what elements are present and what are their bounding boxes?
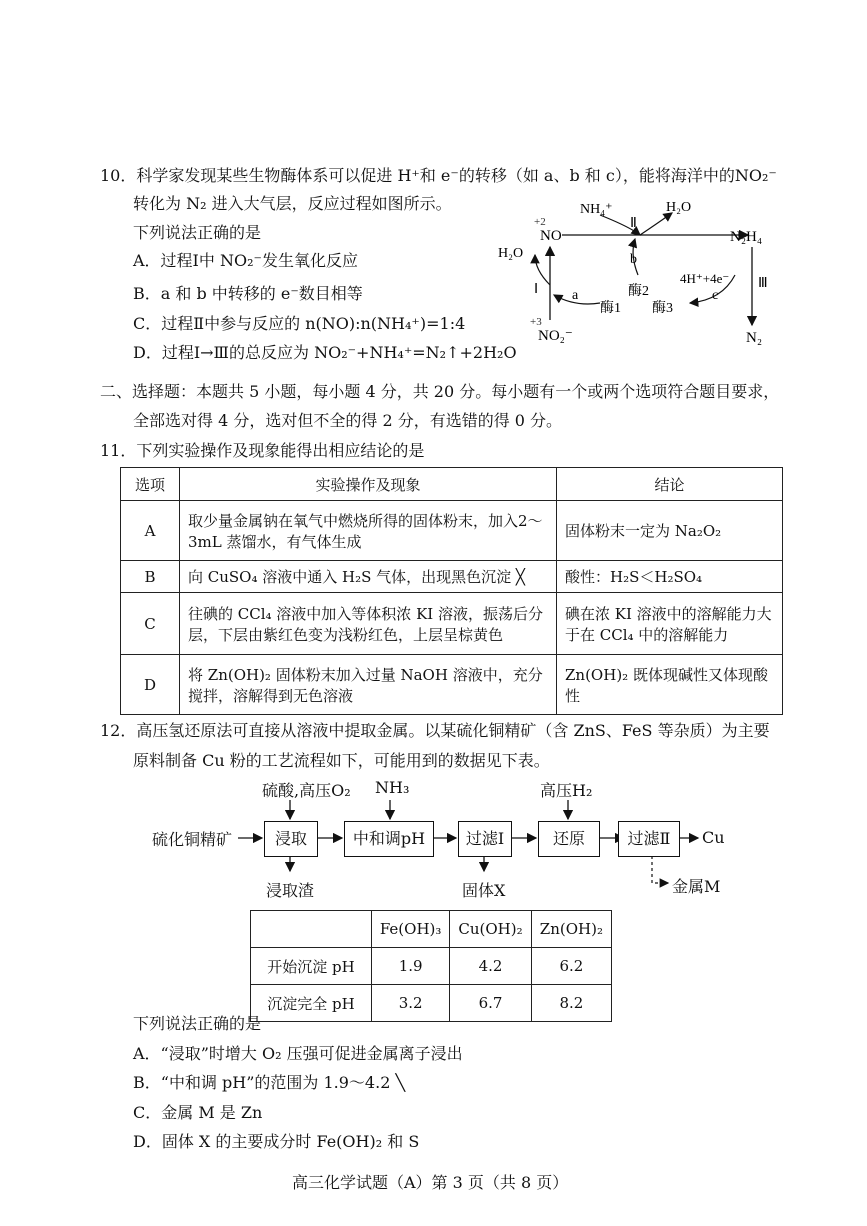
q11-row-c-option: C (121, 593, 180, 655)
q10-option-b: B．a 和 b 中转移的 e⁻数目相等 (133, 284, 363, 303)
species-n2: N₂ (746, 330, 763, 346)
q10-option-a: A．过程Ⅰ中 NO₂⁻发生氧化反应 (133, 251, 358, 270)
q11-row-d-option: D (121, 655, 180, 715)
q12-option-d: D．固体 X 的主要成分时 Fe(OH)₂ 和 S (133, 1132, 420, 1151)
q10-reaction-diagram (490, 195, 780, 355)
q10-stem-line1: 10．科学家发现某些生物酶体系可以促进 H⁺和 e⁻的转移（如 a、b 和 c），能将海洋中的NO₂⁻ (100, 166, 777, 185)
arrow-h2o-left (535, 255, 550, 285)
q11-row-b (121, 561, 783, 593)
q12-ph-row-start-cu: 4.2 (450, 948, 532, 985)
q12-ph-row-complete-cu: 6.7 (450, 985, 532, 1022)
species-no2: NO₂⁻ (538, 328, 573, 344)
section2-line2: 全部选对得 4 分，选对但不全的得 2 分，有选错的得 0 分。 (133, 411, 563, 430)
q12-ph-row-start (251, 948, 612, 985)
q11-row-c-conclusion: 碘在浓 KI 溶液中的溶解能力大于在 CCl₄ 中的溶解能力 (557, 593, 783, 655)
species-n2h4: N₂H₄ (730, 229, 763, 245)
flow-step-filter-1: 过滤Ⅰ (458, 821, 512, 857)
flow-step-filter-2: 过滤Ⅱ (618, 821, 680, 857)
q11-row-c-operation: 往碘的 CCl₄ 溶液中加入等体积浓 KI 溶液，振荡后分层，下层由紫红色变为浅粉红色，上层呈棕黄色 (180, 593, 557, 655)
q11-header-conclusion: 结论 (557, 468, 783, 501)
q12-stem-line2: 原料制备 Cu 粉的工艺流程如下，可能用到的数据见下表。 (133, 751, 550, 770)
flow-reagent-3: 高压H₂ (540, 781, 593, 800)
q11-row-a (121, 501, 783, 561)
q10-option-d: D．过程Ⅰ→Ⅲ的总反应为 NO₂⁻+NH₄⁺=N₂↑+2H₂O (133, 343, 517, 362)
q12-ph-header-cu: Cu(OH)₂ (450, 911, 532, 948)
q11-row-b-operation: 向 CuSO₄ 溶液中通入 H₂S 气体，出现黑色沉淀 ╳ (180, 561, 557, 593)
flow-step-leaching: 浸取 (264, 821, 318, 857)
q11-stem: 11．下列实验操作及现象能得出相应结论的是 (100, 441, 425, 460)
q12-ph-row-complete (251, 985, 612, 1022)
q11-row-a-option: A (121, 501, 180, 561)
q12-ph-header-row (251, 911, 612, 948)
flow-input: 硫化铜精矿 (152, 830, 233, 849)
q11-row-b-option: B (121, 561, 180, 593)
section2-line1: 二、选择题：本题共 5 小题，每小题 4 分，共 20 分。每小题有一个或两个选项符合题目要求， (100, 382, 780, 401)
species-h2o-left: H₂O (498, 246, 524, 261)
q11-row-d-conclusion: Zn(OH)₂ 既体现碱性又体现酸性 (557, 655, 783, 715)
label-protons: 4H⁺+4e⁻ (680, 271, 730, 286)
label-c: c (712, 288, 719, 303)
q11-row-b-conclusion: 酸性：H₂S＜H₂SO₄ (557, 561, 783, 593)
label-process-1: Ⅰ (534, 282, 539, 297)
label-enzyme1: 酶1 (600, 301, 621, 316)
q12-prompt: 下列说法正确的是 (133, 1014, 262, 1033)
label-b: b (630, 252, 637, 267)
q12-option-a: A．“浸取”时增大 O₂ 压强可促进金属离子浸出 (133, 1044, 463, 1063)
q12-ph-row-complete-fe: 3.2 (372, 985, 450, 1022)
q12-stem-line1: 12．高压氢还原法可直接从溶液中提取金属。以某硫化铜精矿（含 ZnS、FeS 等杂质）为主要 (100, 721, 770, 740)
q10-prompt: 下列说法正确的是 (133, 223, 262, 242)
q11-row-d-operation: 将 Zn(OH)₂ 固体粉末加入过量 NaOH 溶液中，充分搅拌，溶解得到无色溶液 (180, 655, 557, 715)
handwritten-no2-mark: +3 (530, 316, 542, 328)
flow-reagent-2: NH₃ (375, 778, 410, 797)
label-enzyme2: 酶2 (628, 284, 649, 299)
q12-ph-table (250, 910, 612, 1022)
species-nh4: NH₄⁺ (580, 202, 613, 217)
flow-output-cu: Cu (702, 828, 725, 847)
q11-header-option: 选项 (121, 468, 180, 501)
flow-step-neutralize: 中和调pH (344, 821, 434, 857)
q12-ph-row-start-label: 开始沉淀 pH (251, 948, 372, 985)
q12-ph-row-start-zn: 6.2 (531, 948, 611, 985)
q11-row-a-operation: 取少量金属钠在氧气中燃烧所得的固体粉末，加入2～3mL 蒸馏水，有气体生成 (180, 501, 557, 561)
q11-row-c (121, 593, 783, 655)
q12-ph-header-zn: Zn(OH)₂ (531, 911, 611, 948)
flow-reagent-1: 硫酸,高压O₂ (262, 781, 351, 800)
q10-option-c: C．过程Ⅱ中参与反应的 n(NO):n(NH₄⁺)=1:4 (133, 314, 466, 333)
q11-table (120, 467, 783, 715)
flow-solid-x: 固体X (462, 881, 506, 900)
handwritten-no-mark: +2 (534, 216, 546, 228)
flow-step-reduce: 还原 (538, 821, 600, 857)
q10-stem-line2: 转化为 N₂ 进入大气层，反应过程如图所示。 (133, 194, 452, 213)
q12-ph-header-empty (251, 911, 372, 948)
label-enzyme3: 酶3 (652, 301, 673, 316)
flow-residue: 浸取渣 (266, 881, 315, 900)
label-a: a (572, 288, 579, 303)
arrow-h2o-out (640, 213, 672, 235)
page-footer: 高三化学试题（A）第 3 页（共 8 页） (292, 1173, 569, 1192)
q12-option-c: C．金属 M 是 Zn (133, 1103, 263, 1122)
label-process-2: Ⅱ (630, 216, 637, 231)
label-process-3: Ⅲ (758, 276, 768, 291)
q12-ph-row-complete-label: 沉淀完全 pH (251, 985, 372, 1022)
q12-option-b: B．“中和调 pH”的范围为 1.9～4.2 ╲ (133, 1073, 406, 1092)
q12-ph-row-start-fe: 1.9 (372, 948, 450, 985)
species-no: NO (540, 228, 562, 244)
q11-header-operation: 实验操作及现象 (180, 468, 557, 501)
q12-ph-header-fe: Fe(OH)₃ (372, 911, 450, 948)
q11-header-row (121, 468, 783, 501)
flow-metal-m: 金属M (672, 877, 721, 896)
q12-ph-row-complete-zn: 8.2 (531, 985, 611, 1022)
q11-row-d (121, 655, 783, 715)
q11-row-a-conclusion: 固体粉末一定为 Na₂O₂ (557, 501, 783, 561)
species-h2o-top: H₂O (666, 200, 692, 215)
